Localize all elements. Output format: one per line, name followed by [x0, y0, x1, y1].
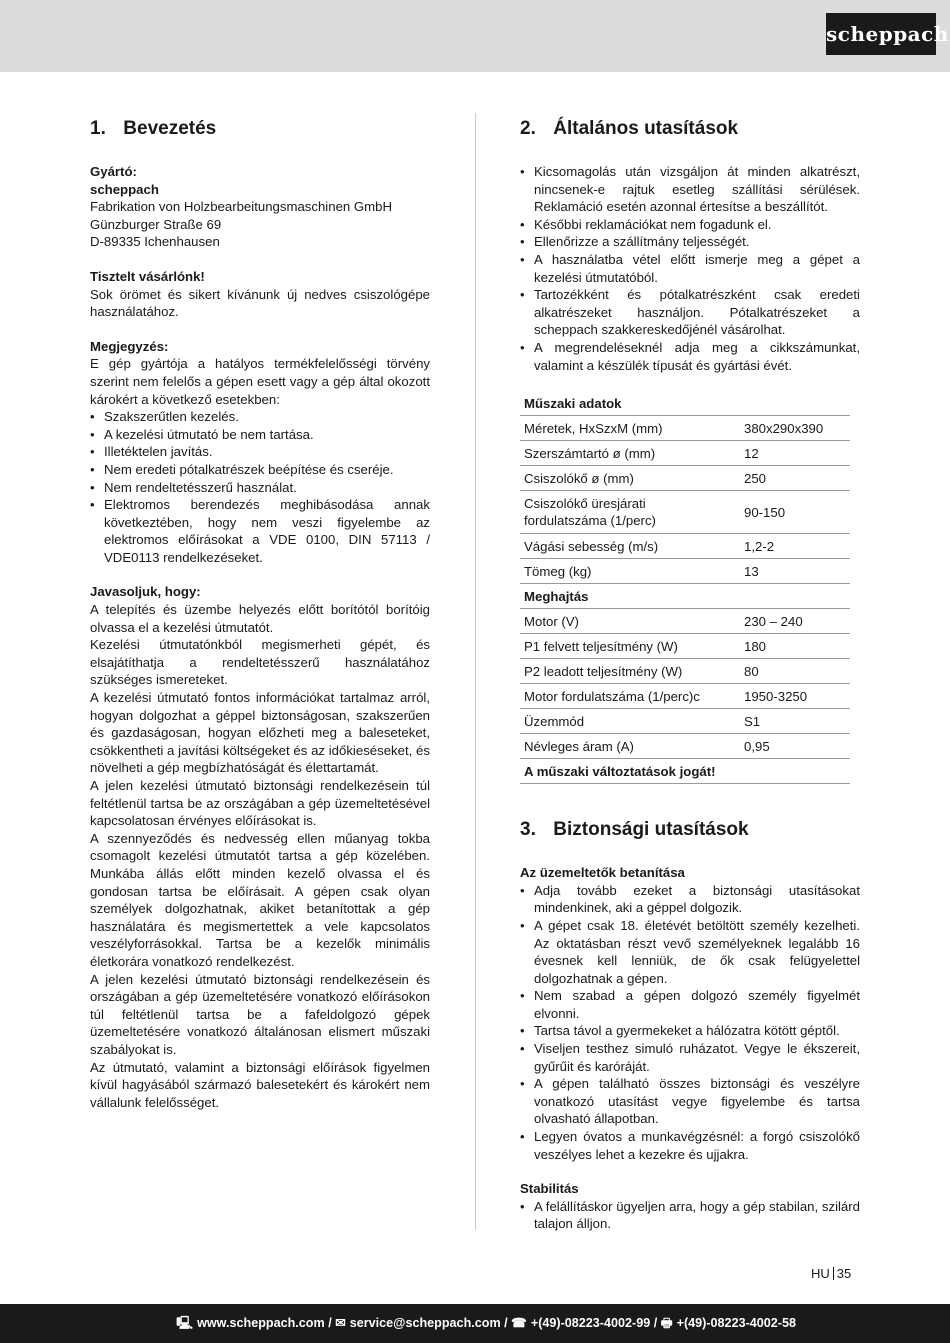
- page-number: HU 35: [811, 1266, 852, 1281]
- table-row: Motor fordulatszáma (1/perc)c 1950-3250: [520, 684, 850, 709]
- header-bar: [0, 0, 950, 72]
- table-row: Vágási sebesség (m/s) 1,2-2: [520, 534, 850, 559]
- paragraph: A telepítés és üzembe helyezés előtt borítótól borítóig olvassa el a kezelési útmutatót.: [90, 602, 430, 635]
- list-item: • Elektromos berendezés meghibásodása annak következtében, hogy nem veszi figyelembe az elektromos előírásokat a VDE 0100, DIN 57113 / VDE0113 rendelkezéseket.: [90, 496, 430, 566]
- list-item: • A gépen található összes biztonsági és veszélyre vonatkozó utasítást vegye figyelembe és tartsa olvasható állapotban.: [520, 1075, 860, 1128]
- list-item: • Legyen óvatos a munkavégzésnél: a forgó csiszolókő veszélyes lehet a kezekre és ujjakra.: [520, 1128, 860, 1163]
- table-row: Üzemmód S1: [520, 709, 850, 734]
- footer-phone: +(49)-08223-4002-99 /: [530, 1316, 658, 1330]
- list-item: • Nem szabad a gépen dolgozó személy figyelmét elvonni.: [520, 987, 860, 1022]
- paragraph: A szennyeződés és nedvesség ellen műanyag tokba csomagolt kezelési útmutatót tartsa a gép közelében. Munkába állás előtt minden kezelő olvassa el és gondosan tartsa be előírásait. A gépen csak olyan személyek dolgozhatnak, akiket betanítottak a gép használatára és megismertettek a vele kapcsolatos veszélyforrásokkal. Tartsa be a kezelők minimális életkorára vonatkozó rendelkezést.: [90, 830, 430, 969]
- list-item: • Későbbi reklamációkat nem fogadunk el.: [520, 216, 860, 234]
- list-item: • Illetéktelen javítás.: [90, 443, 430, 461]
- paragraph: A jelen kezelési útmutató biztonsági rendelkezésein és országában a gép üzemeltetésére vonatkozó előírásokon túl feltétlenül tartsa be a fafeldolgozó gépek üzemeltetésére vonatkozó általánosan elismert műszaki szabályokat is.: [90, 971, 430, 1057]
- left-column: [90, 117, 430, 1111]
- list-item: • A kezelési útmutató be nem tartása.: [90, 426, 430, 444]
- mail-icon: ✉: [335, 1316, 346, 1330]
- recommend-label: Javasoljuk, hogy:: [90, 584, 201, 600]
- stability-block: [520, 1180, 860, 1233]
- manufacturer-line: D-89335 Ichenhausen: [90, 234, 220, 250]
- paragraph: A kezelési útmutató fontos információkat tartalmaz arról, hogyan dolgozhat a géppel biztonságosan, szakszerűen és gazdaságosan, hogyan előzheti meg a baleseteket, csökkentheti a javítási költségeket és az időkieséseket, és növelheti a gép megbízhatóságát és élettartamát.: [90, 690, 430, 776]
- scheppach-logo: scheppach: [826, 13, 936, 55]
- table-row: Csiszolókő üresjárati fordulatszáma (1/perc) 90-150: [520, 491, 850, 534]
- table-row: Szerszámtartó ø (mm) 12: [520, 441, 850, 466]
- section-2-heading: 2. Általános utasítások: [520, 118, 739, 139]
- note-label: Megjegyzés:: [90, 338, 169, 354]
- list-item: • Nem rendeltetésszerű használat.: [90, 479, 430, 497]
- list-item: • Szakszerűtlen kezelés.: [90, 408, 430, 426]
- note-block: [90, 338, 430, 567]
- fax-icon: 🖶: [660, 1316, 673, 1330]
- table-row: Méretek, HxSzxM (mm) 380x290x390: [520, 416, 850, 441]
- manufacturer-line: Fabrikation von Holzbearbeitungsmaschinen GmbH: [90, 199, 392, 215]
- table-header: Műszaki adatok: [520, 391, 850, 416]
- note-list: [90, 408, 430, 566]
- note-text: E gép gyártója a hatályos termékfelelősségi törvény szerint nem felelős a gépen esett vagy a gép által okozott károkért a következő esetekben:: [90, 356, 430, 407]
- list-item: • Nem eredeti pótalkatrészek beépítése és cseréje.: [90, 461, 430, 479]
- manufacturer-name: scheppach: [90, 181, 159, 197]
- paragraph: A jelen kezelési útmutató biztonsági rendelkezésein túl feltétlenül tartsa be az országában a gép üzemeltetésével kapcsolatosan érvényes előírásokat is.: [90, 778, 430, 829]
- section-3-heading: 3. Biztonsági utasítások: [520, 819, 749, 841]
- footer-website[interactable]: www.scheppach.com /: [197, 1316, 332, 1330]
- list-item: • A használatba vétel előtt ismerje meg a gépet a kezelési útmutatóból.: [520, 251, 860, 286]
- training-block: [520, 864, 860, 1163]
- table-row: Csiszolókő ø (mm) 250: [520, 466, 850, 491]
- paragraph: Az útmutató, valamint a biztonsági előírások figyelmen kívül hagyásából származó balesetekért és károkért nem vállalunk felelősséget.: [90, 1059, 430, 1110]
- list-item: • Adja tovább ezeket a biztonsági utasításokat mindenkinek, aki a géppel dolgozik.: [520, 882, 860, 917]
- page-number-separator: [833, 1267, 834, 1280]
- general-instructions-list: [520, 163, 860, 374]
- table-subheader: Meghajtás: [520, 584, 850, 609]
- footer-bar: [0, 1304, 950, 1343]
- table-row: Tömeg (kg) 13: [520, 559, 850, 584]
- computer-icon: 🖳: [176, 1316, 194, 1330]
- greeting-block: [90, 268, 430, 321]
- training-label: Az üzemeltetők betanítása: [520, 865, 685, 881]
- list-item: • Tartsa távol a gyermekeket a hálózatra kötött géptől.: [520, 1022, 860, 1040]
- greeting-text: Sok örömet és sikert kívánunk új nedves csiszológépe használatához.: [90, 286, 430, 320]
- list-item: • Tartozékként és pótalkatrészként csak eredeti alkatrészeket használjon. Pótalkatrészeket a scheppach szakkereskedőjénél vásárolhat.: [520, 286, 860, 339]
- manufacturer-label: Gyártó:: [90, 164, 137, 179]
- recommend-block: [90, 583, 430, 1111]
- column-divider: [475, 113, 476, 1230]
- list-item: • A gépet csak 18. életévét betöltött személy kezelheti. Az oktatásban részt vevő személyeknek legalább 16 évesnek kell lenniük, de ők csak felügyelettel dolgozhatnak a gépen.: [520, 917, 860, 987]
- table-row: P2 leadott teljesítmény (W) 80: [520, 659, 850, 684]
- list-item: • Viseljen testhez simuló ruházatot. Vegye le ékszereit, gyűrűit és karóráját.: [520, 1040, 860, 1075]
- section-1-heading: 1. Bevezetés: [90, 118, 217, 139]
- stability-list: [520, 1198, 860, 1233]
- list-item: • A megrendeléseknél adja meg a cikkszámunkat, valamint a készülék típusát és gyártási évét.: [520, 339, 860, 374]
- list-item: • Kicsomagolás után vizsgáljon át minden alkatrészt, nincsenek-e rajtuk esetleg szállítási sérülések. Reklamáció esetén azonnal értesítse a beszállítót.: [520, 163, 860, 216]
- footer-fax: +(49)-08223-4002-58: [676, 1316, 796, 1330]
- list-item: • Ellenőrizze a szállítmány teljességét.: [520, 233, 860, 251]
- technical-data-table: [520, 391, 850, 784]
- manufacturer-line: Günzburger Straße 69: [90, 216, 222, 232]
- table-row: Motor (V) 230 – 240: [520, 609, 850, 634]
- list-item: • A felállításkor ügyeljen arra, hogy a gép stabilan, szilárd talajon álljon.: [520, 1198, 860, 1233]
- stability-label: Stabilitás: [520, 1181, 579, 1197]
- greeting-label: Tisztelt vásárlónk!: [90, 268, 205, 284]
- phone-icon: ☎: [511, 1316, 527, 1330]
- training-list: [520, 882, 860, 1164]
- table-row: P1 felvett teljesítmény (W) 180: [520, 634, 850, 659]
- manufacturer-block: [90, 163, 430, 251]
- table-footnote: A műszaki változtatások jogát!: [520, 759, 850, 784]
- footer-contacts: [176, 1304, 796, 1343]
- footer-email[interactable]: service@scheppach.com /: [349, 1316, 508, 1330]
- table-row: Névleges áram (A) 0,95: [520, 734, 850, 759]
- paragraph: Kezelési útmutatónkból megismerheti gépét, és elsajátíthatja a rendeltetésszerű használatához szükséges ismereteket.: [90, 637, 430, 688]
- right-column: [520, 117, 860, 1233]
